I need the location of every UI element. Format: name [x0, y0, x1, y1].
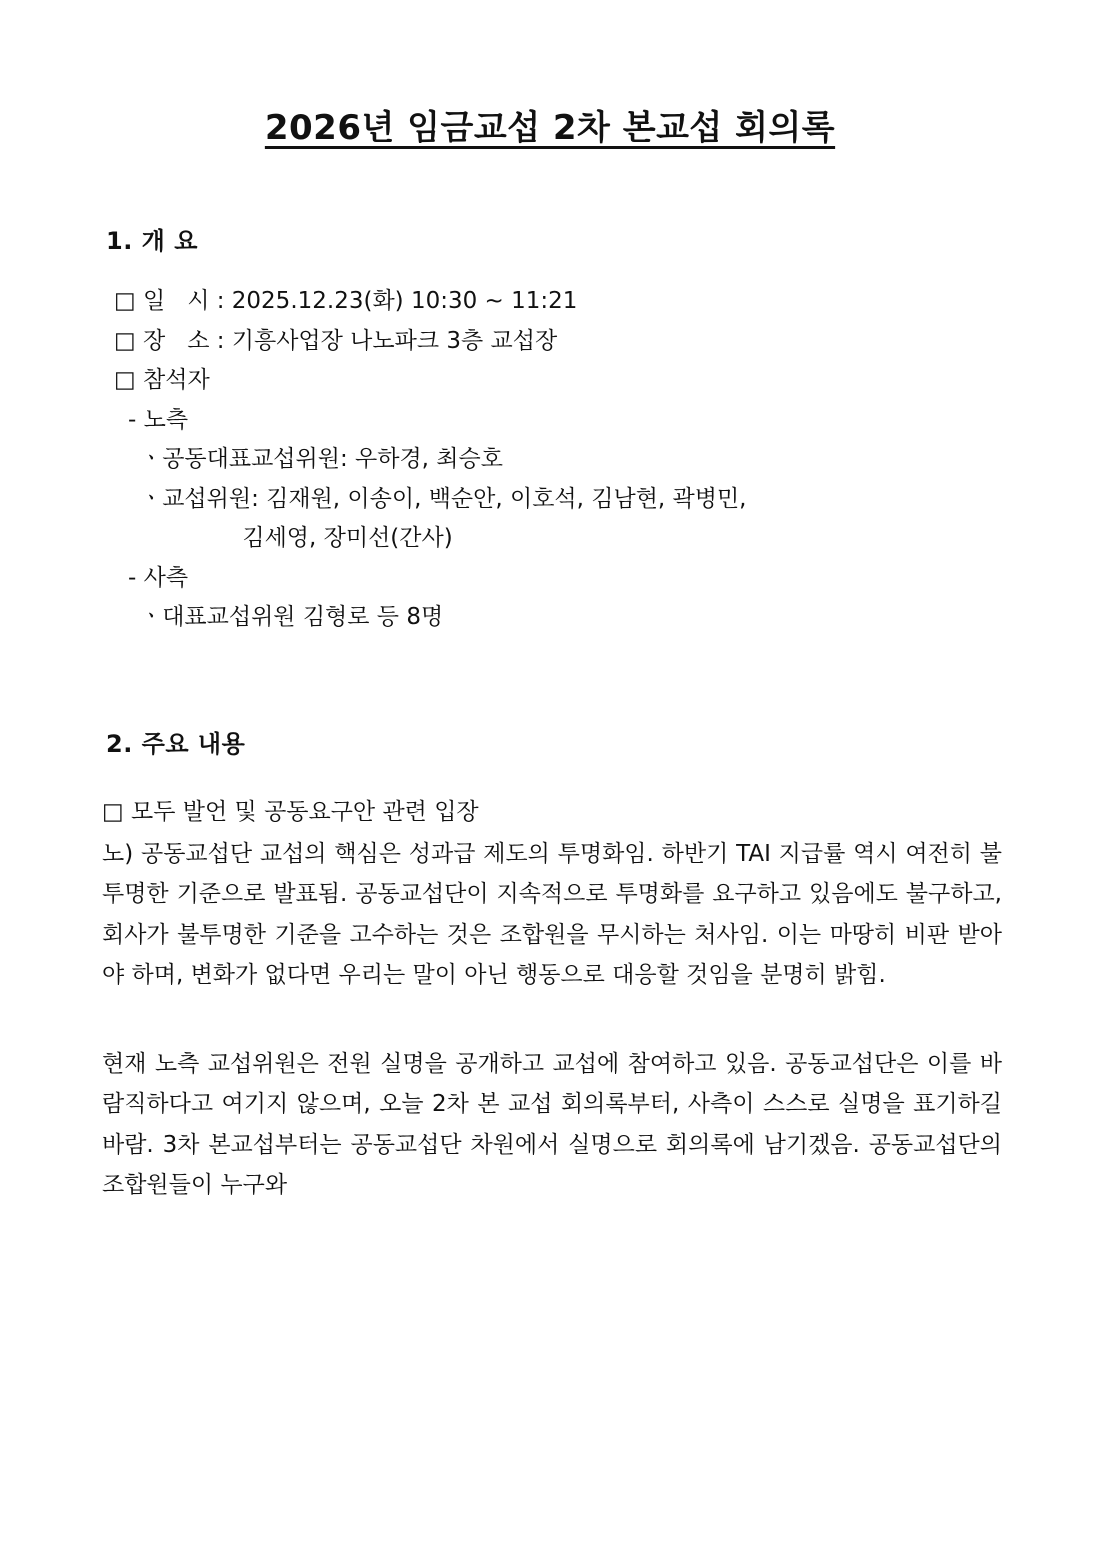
overview-line-datetime: □ 일 시 : 2025.12.23(화) 10:30 ~ 11:21 — [114, 288, 578, 314]
page-title: 2026년 임금교섭 2차 본교섭 회의록 — [264, 108, 836, 148]
overview-line-company-rep: ㆍ대표교섭위원 김형로 등 8명 — [140, 604, 444, 631]
overview-line-committee: ㆍ교섭위원: 김재원, 이송이, 백순안, 이호석, 김남현, 곽병민, — [140, 485, 747, 512]
topic-line: □ 모두 발언 및 공동요구안 관련 입장 — [102, 798, 479, 825]
overview-list — [100, 282, 1000, 638]
overview-line-attendees: □ 참석자 — [114, 367, 210, 394]
section-heading-overview: 1. 개 요 — [106, 227, 198, 255]
section-main-content — [100, 724, 1000, 1206]
section-heading-main: 2. 주요 내용 — [106, 729, 246, 758]
overview-line-union-side: - 노측 — [128, 406, 189, 433]
overview-line-committee-cont: 김세영, 장미선(간사) — [140, 525, 453, 552]
overview-line-location: □ 장 소 : 기흥사업장 나노파크 3층 교섭장 — [114, 327, 558, 354]
paragraph-2: 현재 노측 교섭위원은 전원 실명을 공개하고 교섭에 참여하고 있음. 공동교섭단은 이를 바람직하다고 여기지 않으며, 오늘 2차 본 교섭 회의록부터, 사측이 스스로 실명을 표기하길 바람. 3차 본교섭부터는 공동교섭단 차원에서 실명으로 회의록에 남기겠음. 공동교섭단의 조합원들이 누구와 — [102, 1050, 1002, 1199]
paragraph-1: 노) 공동교섭단 교섭의 핵심은 성과급 제도의 투명화임. 하반기 TAI 지급률 역시 여전히 불투명한 기준으로 발표됨. 공동교섭단이 지속적으로 투명화를 요구하고 있음에도 불구하고, 회사가 불투명한 기준을 고수하는 것은 조합원을 무시하는 처사임. 이는 마땅히 비판 받아야 하며, 변화가 없다면 우리는 말이 아닌 행동으로 대응할 것임을 분명히 밝힘. — [102, 840, 1002, 989]
overview-line-joint-reps: ㆍ공동대표교섭위원: 우하경, 최승호 — [140, 446, 503, 473]
overview-line-company-side: - 사측 — [128, 564, 189, 591]
